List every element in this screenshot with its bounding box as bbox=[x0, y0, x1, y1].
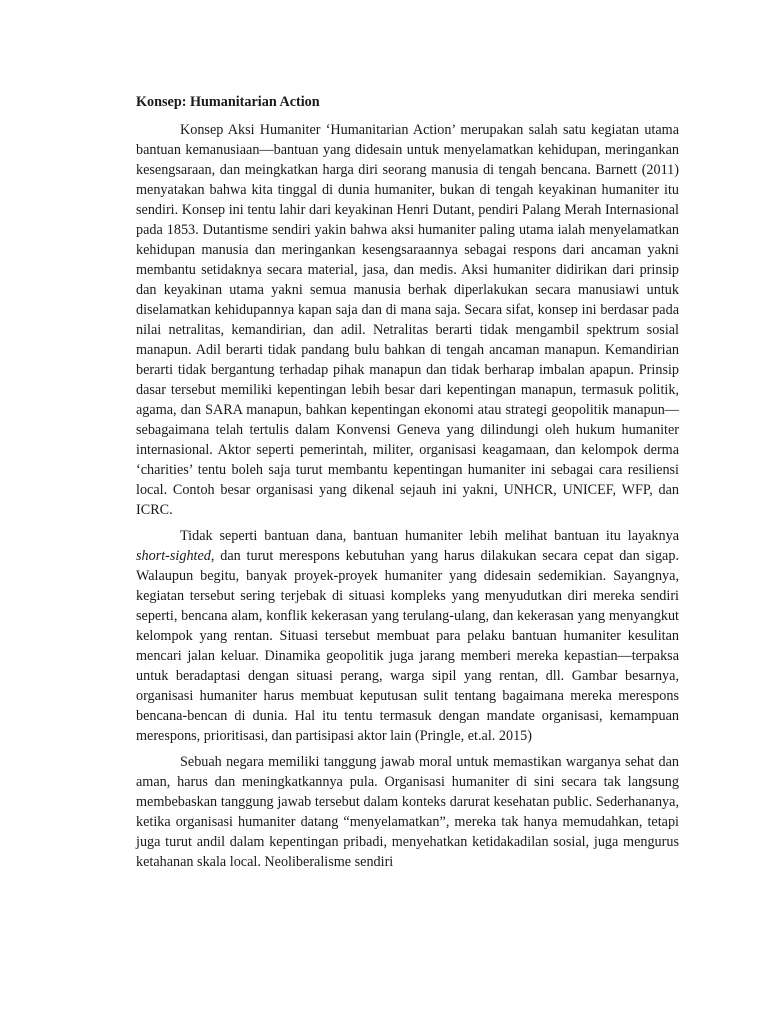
paragraph-3-text: Sebuah negara memiliki tanggung jawab moral untuk memastikan warganya sehat dan aman, harus dan meningkatkannya pula. Organisasi humaniter di sini secara tak langsung membebaskan tanggung jawab tersebut dalam konteks darurat kesehatan public. Sederhananya, ketika organisasi humaniter datang “menyelamatkan”, mereka tak hanya memudahkan, tetapi juga turut andil dalam kepentingan pribadi, menyehatkan ketidakadilan sosial, juga mengurus ketahanan skala local. Neoliberalisme sendiri bbox=[136, 754, 679, 870]
paragraph-2-text-start: Tidak seperti bantuan dana, bantuan humaniter lebih melihat bantuan itu layaknya bbox=[180, 528, 679, 544]
paragraph-2 bbox=[136, 526, 679, 746]
paragraph-2-italic-term: short-sighted bbox=[136, 548, 211, 564]
section-heading: Konsep: Humanitarian Action bbox=[136, 94, 320, 110]
document-body bbox=[136, 92, 679, 878]
paragraph-3 bbox=[136, 752, 679, 872]
paragraph-2-text-rest: , dan turut merespons kebutuhan yang harus dilakukan secara cepat dan sigap. Walaupun begitu, banyak proyek-proyek humaniter yang didesain sedemikian. Sayangnya, kegiatan tersebut sering terjebak di situasi kompleks yang menyudutkan diri mereka sendiri seperti, bencana alam, konflik kekerasan yang terulang-ulang, dan kekerasan yang menyangkut kelompok yang rentan. Situasi tersebut membuat para pelaku bantuan humaniter kesulitan mencari jalan keluar. Dinamika geopolitik juga jarang memberi mereka kepastian—terpaksa untuk beradaptasi dengan situasi perang, warga sipil yang rentan, dll. Gambar besarnya, organisasi humaniter harus membuat keputusan sulit tentang bagaimana mereka merespons bencana-bencan di dunia. Hal itu tentu termasuk dengan mandate organisasi, kemampuan merespons, prioritisasi, dan partisipasi aktor lain (Pringle, et.al. 2015) bbox=[136, 548, 679, 744]
paragraph-1-text: Konsep Aksi Humaniter ‘Humanitarian Action’ merupakan salah satu kegiatan utama bantuan kemanusiaan—bantuan yang didesain untuk menyelamatkan kehidupan, meringankan kesengsaraan, dan meingkatkan harga diri seorang manusia di tengah bencana. Barnett (2011) menyatakan bahwa kita tinggal di dunia humaniter, bukan di tengah keyakinan humaniter itu sendiri. Konsep ini tentu lahir dari keyakinan Henri Dutant, pendiri Palang Merah Internasional pada 1853. Dutantisme sendiri yakin bahwa aksi humaniter paling utama ialah menyelamatkan kehidupan manusia dan meringankan kesengsaraannya sebagai respons dari ancaman yakni membantu setidaknya secara material, jasa, dan medis. Aksi humaniter didirikan dari prinsip dan keyakinan utama yakni semua manusia berhak diperlakukan secara manusiawi untuk diselamatkan kehidupannya kapan saja dan di mana saja. Secara sifat, konsep ini berdasar pada nilai netralitas, kemandirian, dan adil. Netralitas berarti tidak mengambil spektrum sosial manapun. Adil berarti tidak pandang bulu bahkan di tengah ancaman manapun. Kemandirian berarti tidak bergantung terhadap pihak manapun dan tidak berharap imbalan apapun. Prinsip dasar tersebut memiliki kepentingan lebih besar dari kepentingan manapun, termasuk politik, agama, dan SARA manapun, bahkan kepentingan ekonomi atau strategi geopolitik manapun—sebagaimana telah tertulis dalam Konvensi Geneva yang dilindungi oleh hukum humaniter internasional. Aktor seperti pemerintah, militer, organisasi keagamaan, dan kelompok derma ‘charities’ tentu boleh saja turut membantu kepentingan humaniter ini sebagai cara resiliensi local. Contoh besar organisasi yang dikenal sejauh ini yakni, UNHCR, UNICEF, WFP, dan ICRC. bbox=[136, 122, 679, 518]
paragraph-1 bbox=[136, 120, 679, 520]
